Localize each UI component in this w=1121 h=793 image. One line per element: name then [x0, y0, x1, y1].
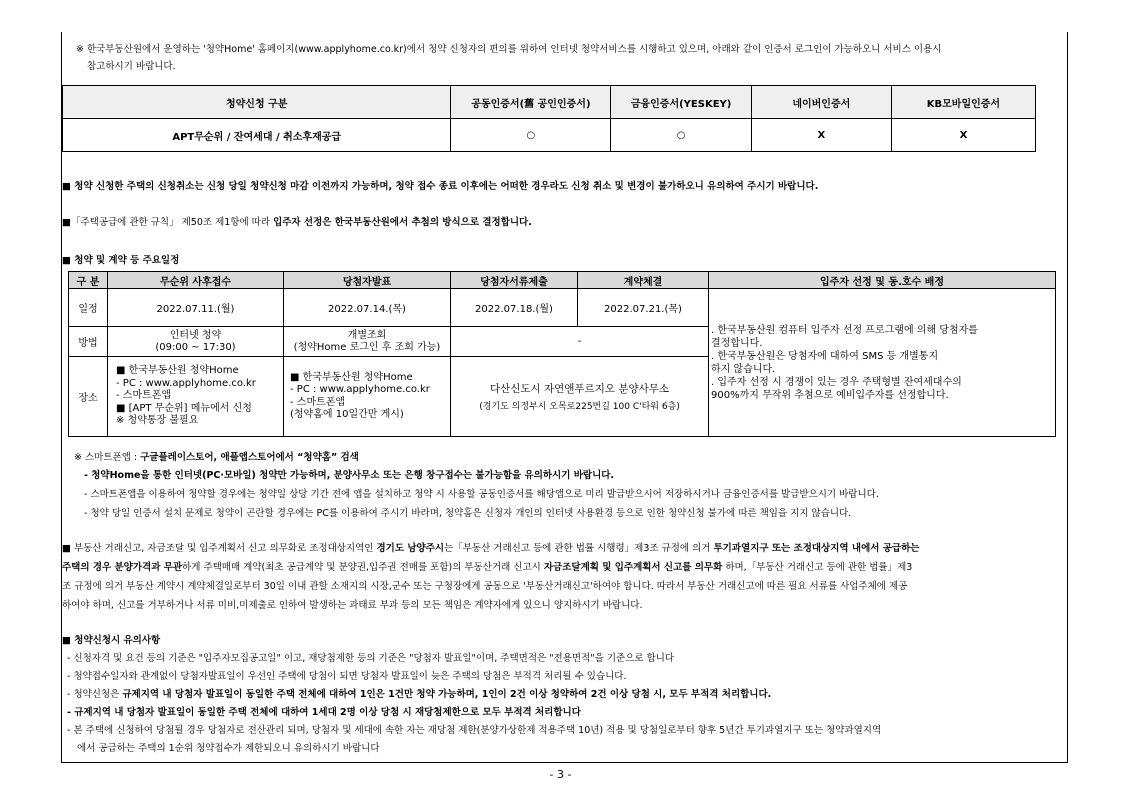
cert-header-type: 청약신청 구분: [63, 86, 451, 119]
method-other: -: [451, 327, 709, 357]
place-office-address: (경기도 의정부시 오목로225번길 100 C'타워 6층): [479, 402, 680, 412]
smartphone-item-1: - 청약Home을 통한 인터넷(PC·모바일) 청약만 가능하며, 분양사무소 또는 은행 창구접수는 불가능함을 유의하시기 바랍니다.: [84, 470, 615, 481]
caution-i3a: - 청약신청은: [67, 689, 123, 700]
date-contract: 2022.07.21.(목): [578, 289, 709, 327]
report-line-1: [62, 540, 919, 554]
caution-item-4: - 규제지역 내 당첨자 발표일이 동일한 주택 전체에 대하여 1세대 2명 이상 당첨 시 재당첨제한으로 모두 부적격 처리합니다: [67, 707, 581, 718]
schedule-table: [68, 271, 1056, 437]
cert-cell-kb: X: [891, 119, 1035, 152]
para-cancel: ■ 청약 신청한 주택의 신청취소는 신청 당일 청약신청 마감 이전까지 가능하며, 청약 접수 종료 이후에는 어떠한 경우라도 신청 취소 및 변경이 불가하오니 유의하여 주시기 바랍니다.: [62, 181, 819, 192]
report-l1c: 는「부동산 거래신고 등에 관한 법률 시행령」제3조 규정에 의거: [444, 543, 714, 554]
cert-header-kb: KB모바일인증서: [891, 86, 1035, 119]
date-apply: 2022.07.11.(월): [108, 289, 284, 327]
place-office-cell: [451, 357, 709, 437]
method-announce: 개별조회 (청약Home 로그인 후 조회 가능): [284, 327, 451, 357]
caution-item-2: - 청약접수일자와 관계없이 당첨자발표일이 우선인 주택에 당첨이 되면 당첨자 발표일이 늦은 주택의 당첨은 부적격 처리될 수 있습니다.: [67, 671, 627, 682]
schedule-row-date: [69, 289, 1056, 327]
caution-i3b: 규제지역 내 당첨자 발표일이 동일한 주택 전체에 대하여 1인은 1건만 청약 가능하며, 1인이 2건 이상 청약하여 2건 이상 당첨 시, 모두 부적격 처리합니다.: [122, 689, 772, 700]
cert-cell-type: APT무순위 / 잔여세대 / 취소후재공급: [63, 119, 451, 152]
selection-info: . 한국부동산원 컴퓨터 입주자 선정 프로그램에 의해 당첨자를 결정합니다. . 한국부동산원은 당첨자에 대하여 SMS 등 개별통지 하지 않습니다. . 입주자 선정 시 경쟁이 있는 경우 주택형별 잔여세대수의 900%까지 무작위 추첨으로 예비입주자를 선정합니다.: [709, 289, 1056, 437]
row-label-method: 방법: [69, 327, 108, 357]
date-documents: 2022.07.18.(월): [451, 289, 578, 327]
report-line-4: 하여야 하며, 신고를 거부하거나 서류 미비,미제출로 인하여 발생하는 과태료 부과 등의 모든 책임은 계약자에게 있으니 양지하시기 바랍니다.: [62, 600, 643, 611]
schedule-header-row: [69, 272, 1056, 289]
report-l1a: ■ 부동산 거래신고, 자금조달 및 입주계획서 신고 의무화로 조정대상지역인: [62, 543, 377, 554]
smartphone-note-bold: 구글플레이스토어, 애플앱스토어에서 “청약홈” 검색: [140, 452, 359, 463]
certificate-table: [62, 85, 1036, 152]
schedule-header-selection: 입주자 선정 및 동.호수 배정: [709, 272, 1056, 289]
smartphone-item-2: - 스마트폰앱을 이용하여 청약할 경우에는 청약일 상당 기간 전에 앱을 설치하고 청약 시 사용할 공동인증서를 해당앱으로 미리 발급받으시어 저장하시거나 금융인증서를 발급받으시기 바랍니다.: [84, 489, 879, 500]
para-rule-prefix: ■「주택공급에 관한 규칙」 제50조 제1항에 따라: [62, 217, 274, 228]
report-line-2: [62, 559, 912, 573]
report-l2c: 자금조달계획 및 입주계획서 신고를 의무화: [543, 562, 723, 573]
notice-top-line1: ※ 한국부동산원에서 운영하는 '청약Home' 홈페이지(www.applyhome.co.kr)에서 청약 신청자의 편의를 위하여 인터넷 청약서비스를 시행하고 있으며, 아래와 같이 인증서 로그인이 가능하오니 서비스 이용시: [76, 44, 942, 55]
cert-cell-financial: ○: [611, 119, 751, 152]
caution-item-5: - 본 주택에 신청하여 당첨될 경우 당첨자로 전산관리 되며, 당첨자 및 세대에 속한 자는 재당첨 제한(분양가상한제 적용주택 10년) 적용 및 당첨일로부터 향후 5년간 투기과열지구 또는 청약과열지역: [67, 725, 882, 736]
smartphone-item-3: - 청약 당일 인증서 설치 문제로 청약이 곤란할 경우에는 PC를 이용하여 주시기 바라며, 청약홈은 신청자 개인의 인터넷 사용환경 등으로 인한 청약신청 불가에 따른 책임을 지지 않습니다.: [84, 508, 852, 519]
report-l2b: 하게 주택매매 계약(최초 공급계약 및 분양권,입주권 전매를 포함)의 부동산거래 신고시: [182, 562, 544, 573]
schedule-header-division: 구 분: [69, 272, 108, 289]
place-office: 다산신도시 자연앤푸르지오 분양사무소: [489, 383, 670, 395]
cert-header-row: [63, 86, 1036, 119]
notice-top-line2: 참고하시기 바랍니다.: [87, 61, 176, 72]
schedule-title: ■ 청약 및 계약 등 주요일정: [62, 255, 180, 266]
schedule-header-documents: 당첨자서류제출: [451, 272, 578, 289]
report-l1d: 투기과열지구 또는 조정대상지역 내에서 공급하는: [713, 543, 920, 554]
smartphone-note-prefix: ※ 스마트폰앱 :: [74, 452, 141, 463]
caution-item-5b: 에서 공급하는 주택의 1순위 청약접수가 제한되오니 유의하시기 바랍니다: [77, 743, 380, 754]
caution-title: ■ 청약신청시 유의사항: [62, 635, 161, 646]
cert-cell-joint: ○: [451, 119, 611, 152]
place-apply: ■ 한국부동산원 청약Home - PC : www.applyhome.co.kr - 스마트폰앱 ■ [APT 무순위] 메뉴에서 신청 ※ 청약통장 불필요: [108, 357, 284, 437]
date-announce: 2022.07.14.(목): [284, 289, 451, 327]
cert-header-naver: 네이버인증서: [751, 86, 891, 119]
row-label-place: 장소: [69, 357, 108, 437]
cert-row: [63, 119, 1036, 152]
caution-item-3: [67, 686, 771, 700]
row-label-date: 일정: [69, 289, 108, 327]
para-rule: [62, 214, 532, 228]
cert-header-joint: 공동인증서(舊 공인인증서): [451, 86, 611, 119]
report-l2d: 하며,「부동산 거래신고 등에 관한 법률」제3: [722, 562, 913, 573]
report-l1b: 경기도 남양주시: [376, 543, 445, 554]
para-rule-bold: 입주자 선정은 한국부동산원에서 추첨의 방식으로 결정합니다.: [273, 217, 532, 228]
cert-header-financial: 금융인증서(YESKEY): [611, 86, 751, 119]
cert-cell-naver: X: [751, 119, 891, 152]
schedule-header-contract: 계약체결: [578, 272, 709, 289]
caution-item-1: - 신청자격 및 요건 등의 기준은 "입주자모집공고일" 이고, 재당첨제한 등의 기준은 "당첨자 발표일"이며, 주택면적은 "전용면적"을 기준으로 합니다: [67, 653, 675, 664]
method-apply: 인터넷 청약 (09:00 ~ 17:30): [108, 327, 284, 357]
report-l2a: 주택의 경우 분양가격과 무관: [62, 562, 183, 573]
schedule-header-announce: 당첨자발표: [284, 272, 451, 289]
smartphone-note: [74, 449, 359, 463]
page-number: - 3 -: [549, 768, 572, 781]
place-announce: ■ 한국부동산원 청약Home - PC : www.applyhome.co.kr - 스마트폰앱 (청약홈에 10일간만 게시): [284, 357, 451, 437]
report-line-3: 조 규정에 의거 부동산 계약시 계약체결일로부터 30일 이내 관할 소재지의 시장,군수 또는 구청장에게 공동으로 '부동산거래신고'하여야 합니다. 따라서 부동산 거래신고에 따른 필요 서류를 사업주체에 제공: [62, 581, 908, 592]
schedule-header-apply: 무순위 사후접수: [108, 272, 284, 289]
